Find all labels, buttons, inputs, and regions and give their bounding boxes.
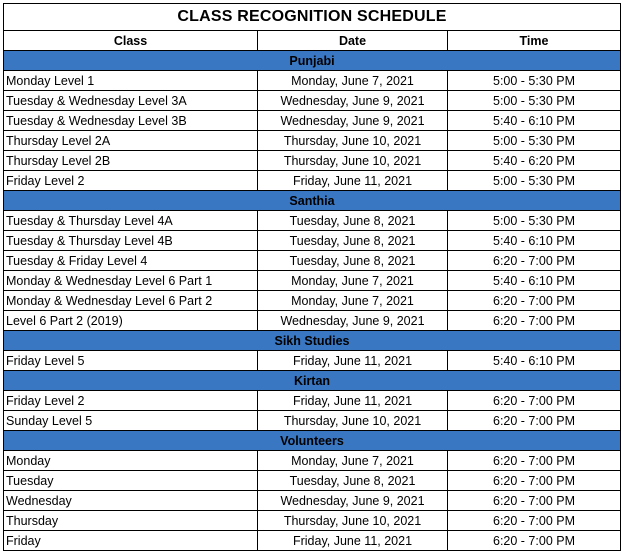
schedule-table bbox=[3, 3, 621, 551]
date-cell: Monday, June 7, 2021 bbox=[258, 271, 448, 291]
class-cell: Wednesday bbox=[4, 491, 258, 511]
time-cell: 5:40 - 6:10 PM bbox=[448, 271, 621, 291]
class-cell: Thursday bbox=[4, 511, 258, 531]
table-row bbox=[4, 511, 621, 531]
section-header: Volunteers bbox=[4, 431, 621, 451]
date-cell: Tuesday, June 8, 2021 bbox=[258, 211, 448, 231]
table-row bbox=[4, 411, 621, 431]
table-row bbox=[4, 151, 621, 171]
date-cell: Friday, June 11, 2021 bbox=[258, 531, 448, 551]
page-title: CLASS RECOGNITION SCHEDULE bbox=[4, 4, 621, 31]
class-cell: Tuesday & Thursday Level 4A bbox=[4, 211, 258, 231]
date-cell: Thursday, June 10, 2021 bbox=[258, 411, 448, 431]
table-row bbox=[4, 271, 621, 291]
time-cell: 5:40 - 6:10 PM bbox=[448, 351, 621, 371]
table-row bbox=[4, 211, 621, 231]
time-cell: 5:40 - 6:20 PM bbox=[448, 151, 621, 171]
date-cell: Wednesday, June 9, 2021 bbox=[258, 91, 448, 111]
section-header: Punjabi bbox=[4, 51, 621, 71]
date-cell: Wednesday, June 9, 2021 bbox=[258, 311, 448, 331]
table-row bbox=[4, 131, 621, 151]
time-cell: 6:20 - 7:00 PM bbox=[448, 251, 621, 271]
table-row bbox=[4, 311, 621, 331]
section-row bbox=[4, 331, 621, 351]
date-cell: Friday, June 11, 2021 bbox=[258, 391, 448, 411]
column-header-class: Class bbox=[4, 31, 258, 51]
section-header: Sikh Studies bbox=[4, 331, 621, 351]
title-row bbox=[4, 4, 621, 31]
table-row bbox=[4, 451, 621, 471]
time-cell: 5:40 - 6:10 PM bbox=[448, 231, 621, 251]
date-cell: Wednesday, June 9, 2021 bbox=[258, 491, 448, 511]
class-cell: Friday Level 5 bbox=[4, 351, 258, 371]
table-row bbox=[4, 71, 621, 91]
class-cell: Thursday Level 2A bbox=[4, 131, 258, 151]
table-row bbox=[4, 111, 621, 131]
class-cell: Friday Level 2 bbox=[4, 171, 258, 191]
class-cell: Friday bbox=[4, 531, 258, 551]
class-cell: Tuesday & Thursday Level 4B bbox=[4, 231, 258, 251]
class-cell: Sunday Level 5 bbox=[4, 411, 258, 431]
table-row bbox=[4, 391, 621, 411]
date-cell: Thursday, June 10, 2021 bbox=[258, 511, 448, 531]
time-cell: 6:20 - 7:00 PM bbox=[448, 291, 621, 311]
section-row bbox=[4, 51, 621, 71]
time-cell: 5:40 - 6:10 PM bbox=[448, 111, 621, 131]
class-cell: Tuesday & Wednesday Level 3B bbox=[4, 111, 258, 131]
date-cell: Monday, June 7, 2021 bbox=[258, 451, 448, 471]
date-cell: Monday, June 7, 2021 bbox=[258, 71, 448, 91]
date-cell: Tuesday, June 8, 2021 bbox=[258, 471, 448, 491]
date-cell: Friday, June 11, 2021 bbox=[258, 351, 448, 371]
table-row bbox=[4, 531, 621, 551]
section-header: Kirtan bbox=[4, 371, 621, 391]
time-cell: 5:00 - 5:30 PM bbox=[448, 131, 621, 151]
table-row bbox=[4, 491, 621, 511]
table-row bbox=[4, 91, 621, 111]
class-cell: Thursday Level 2B bbox=[4, 151, 258, 171]
date-cell: Thursday, June 10, 2021 bbox=[258, 151, 448, 171]
class-cell: Tuesday & Friday Level 4 bbox=[4, 251, 258, 271]
date-cell: Tuesday, June 8, 2021 bbox=[258, 231, 448, 251]
section-header: Santhia bbox=[4, 191, 621, 211]
date-cell: Thursday, June 10, 2021 bbox=[258, 131, 448, 151]
class-cell: Tuesday bbox=[4, 471, 258, 491]
schedule-sheet bbox=[3, 3, 620, 551]
table-row bbox=[4, 291, 621, 311]
date-cell: Wednesday, June 9, 2021 bbox=[258, 111, 448, 131]
class-cell: Friday Level 2 bbox=[4, 391, 258, 411]
column-header-date: Date bbox=[258, 31, 448, 51]
class-cell: Monday bbox=[4, 451, 258, 471]
class-cell: Monday & Wednesday Level 6 Part 2 bbox=[4, 291, 258, 311]
table-row bbox=[4, 171, 621, 191]
table-row bbox=[4, 351, 621, 371]
section-row bbox=[4, 431, 621, 451]
time-cell: 6:20 - 7:00 PM bbox=[448, 311, 621, 331]
date-cell: Monday, June 7, 2021 bbox=[258, 291, 448, 311]
time-cell: 6:20 - 7:00 PM bbox=[448, 491, 621, 511]
date-cell: Tuesday, June 8, 2021 bbox=[258, 251, 448, 271]
time-cell: 6:20 - 7:00 PM bbox=[448, 391, 621, 411]
table-row bbox=[4, 231, 621, 251]
time-cell: 5:00 - 5:30 PM bbox=[448, 91, 621, 111]
time-cell: 6:20 - 7:00 PM bbox=[448, 471, 621, 491]
header-row bbox=[4, 31, 621, 51]
table-row bbox=[4, 471, 621, 491]
section-row bbox=[4, 191, 621, 211]
table-row bbox=[4, 251, 621, 271]
section-row bbox=[4, 371, 621, 391]
class-cell: Monday Level 1 bbox=[4, 71, 258, 91]
time-cell: 6:20 - 7:00 PM bbox=[448, 411, 621, 431]
schedule-body bbox=[4, 4, 621, 551]
time-cell: 6:20 - 7:00 PM bbox=[448, 451, 621, 471]
class-cell: Level 6 Part 2 (2019) bbox=[4, 311, 258, 331]
class-cell: Monday & Wednesday Level 6 Part 1 bbox=[4, 271, 258, 291]
time-cell: 6:20 - 7:00 PM bbox=[448, 531, 621, 551]
time-cell: 6:20 - 7:00 PM bbox=[448, 511, 621, 531]
time-cell: 5:00 - 5:30 PM bbox=[448, 71, 621, 91]
date-cell: Friday, June 11, 2021 bbox=[258, 171, 448, 191]
time-cell: 5:00 - 5:30 PM bbox=[448, 171, 621, 191]
class-cell: Tuesday & Wednesday Level 3A bbox=[4, 91, 258, 111]
column-header-time: Time bbox=[448, 31, 621, 51]
time-cell: 5:00 - 5:30 PM bbox=[448, 211, 621, 231]
